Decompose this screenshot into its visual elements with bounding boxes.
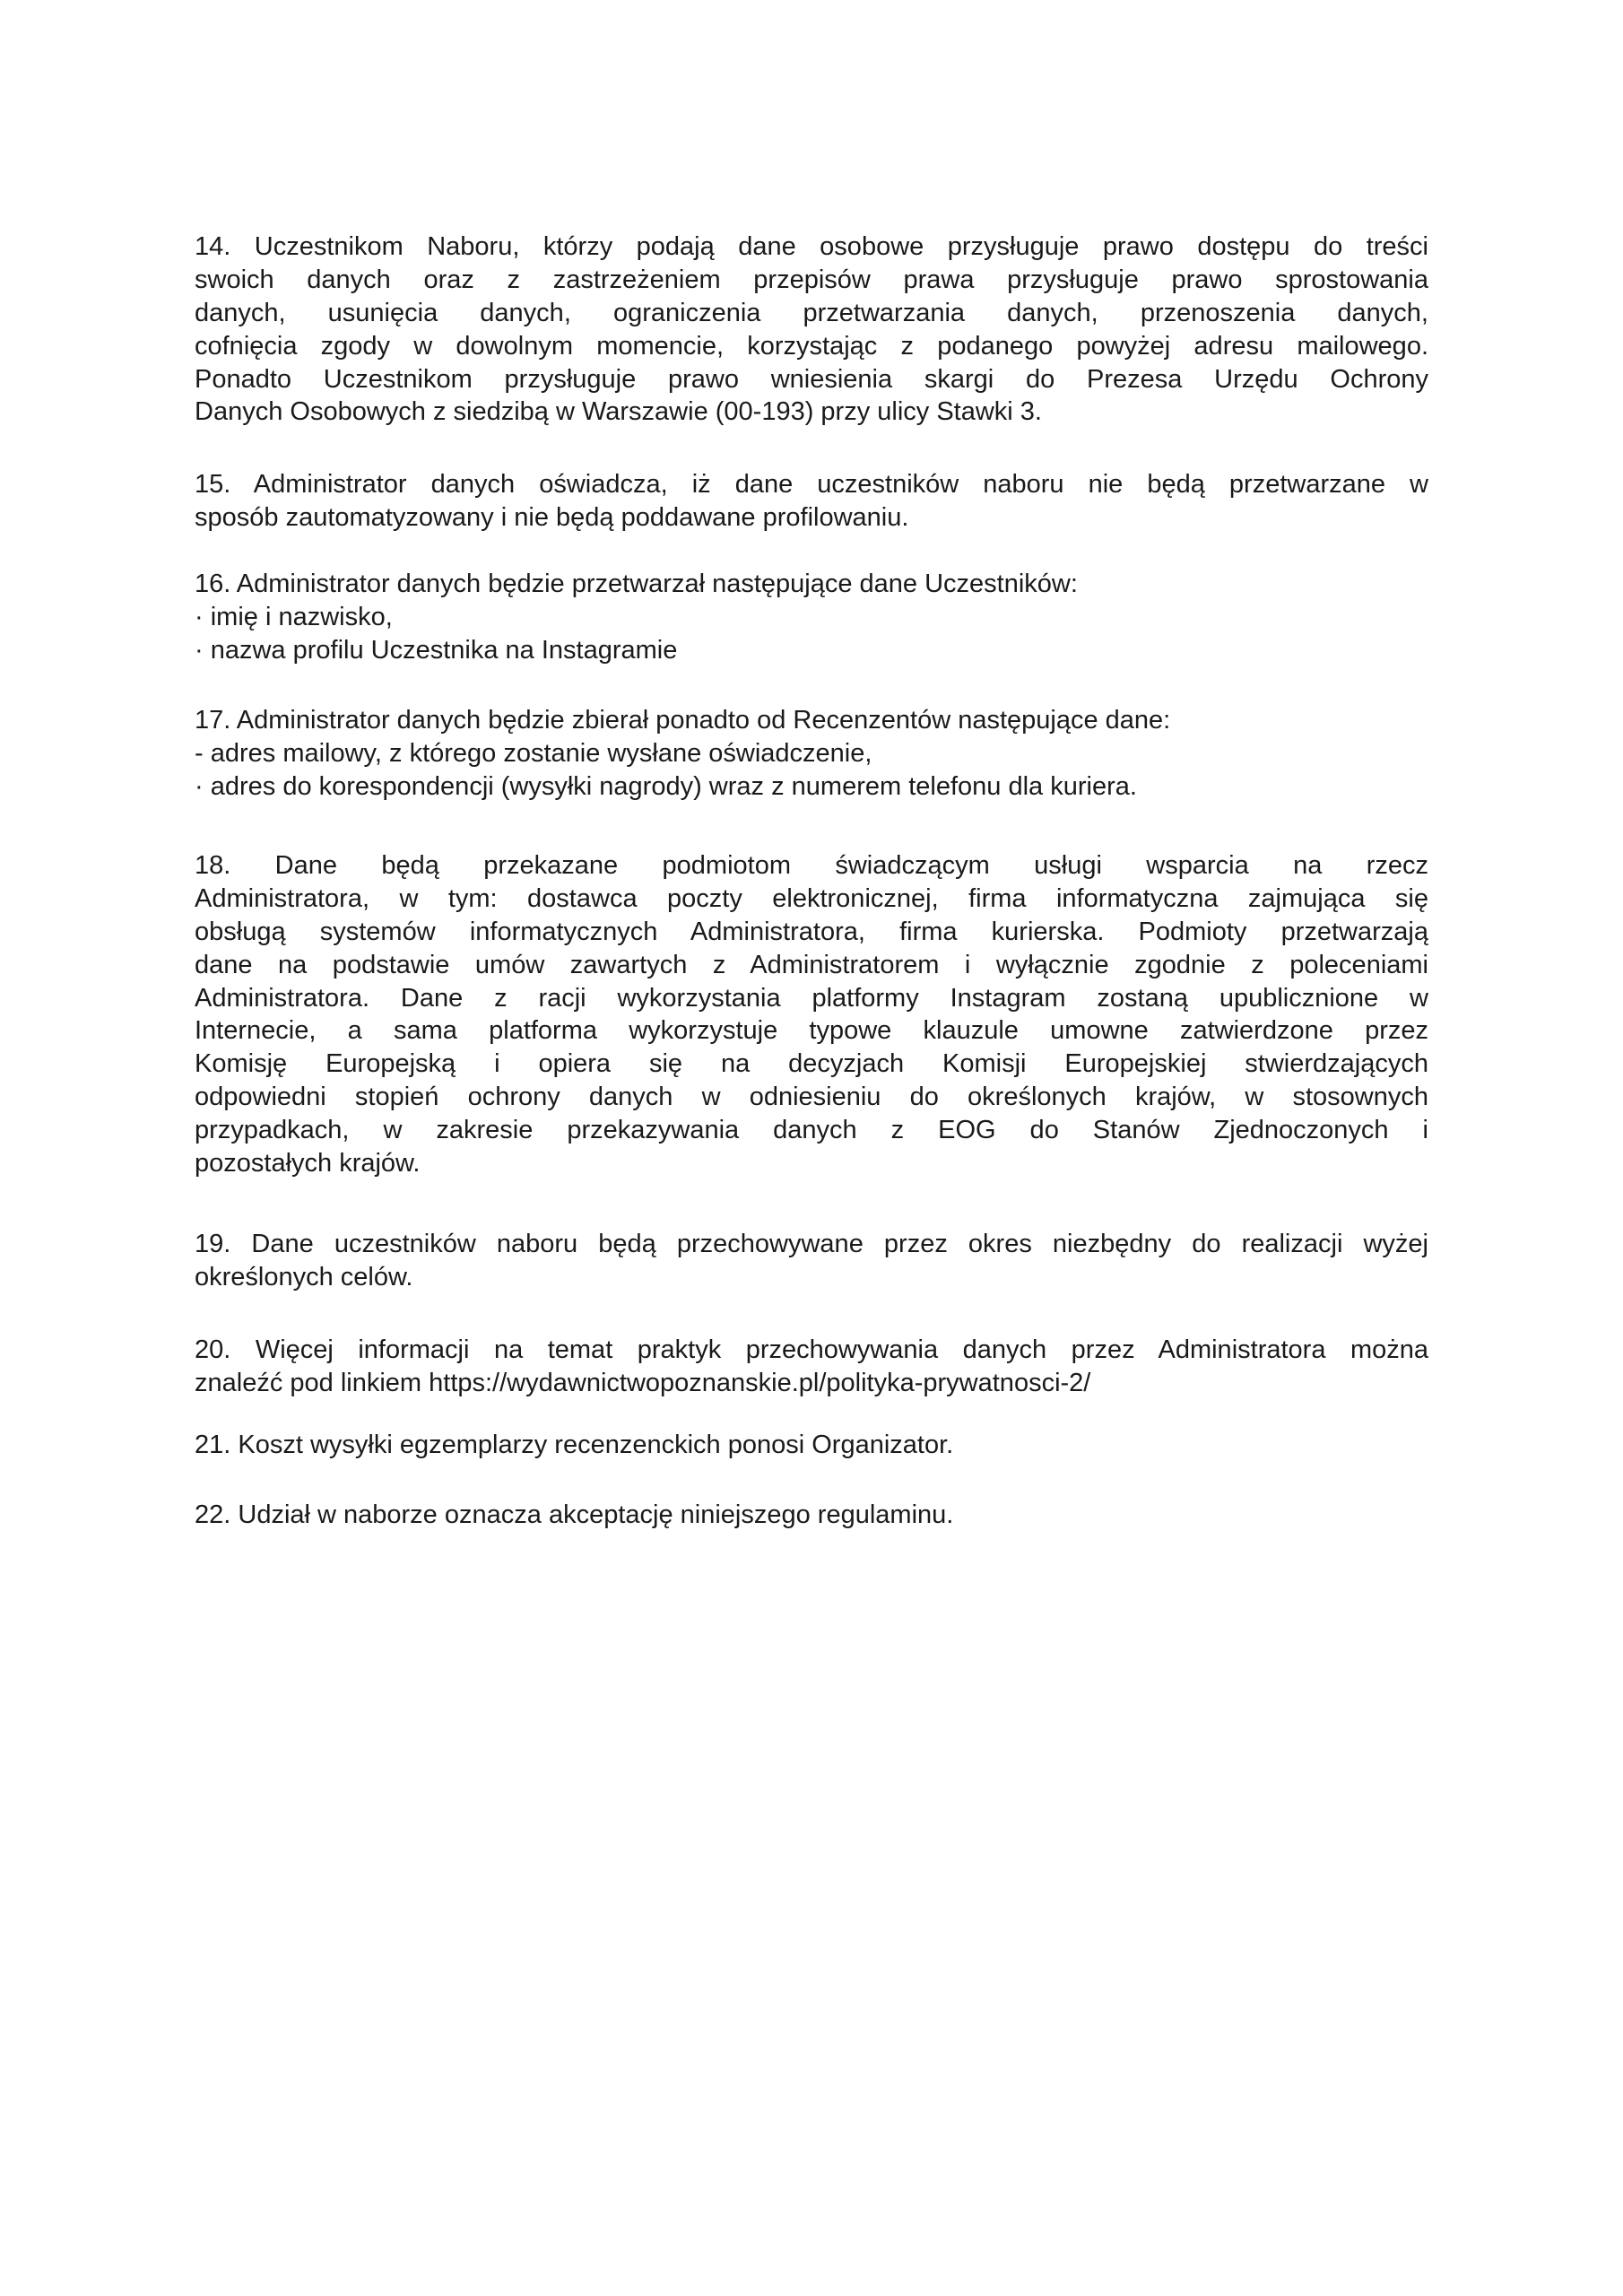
paragraph-line: obsługą systemów informatycznych Administratora, firma kurierska. Podmioty przetwarzają [195, 917, 1428, 946]
paragraph-line: 15. Administrator danych oświadcza, iż dane uczestników naboru nie będą przetwarzane w [195, 470, 1428, 499]
paragraph-line: swoich danych oraz z zastrzeżeniem przepisów prawa przysługuje prawo sprostowania [195, 265, 1428, 294]
paragraph-20 [195, 1334, 1428, 1400]
paragraph-line: 22. Udział w naborze oznacza akceptację niniejszego regulaminu. [195, 1500, 954, 1529]
paragraph-line: określonych celów. [195, 1262, 413, 1292]
list-item: · adres do korespondencji (wysyłki nagrody) wraz z numerem telefonu dla kuriera. [195, 771, 1137, 801]
paragraph-line: przypadkach, w zakresie przekazywania danych z EOG do Stanów Zjednoczonych i [195, 1116, 1428, 1145]
paragraph-line: danych, usunięcia danych, ograniczenia przetwarzania danych, przenoszenia danych, [195, 298, 1428, 327]
paragraph-line: 21. Koszt wysyłki egzemplarzy recenzenckich ponosi Organizator. [195, 1431, 954, 1459]
paragraph-19 [195, 1228, 1428, 1294]
paragraph-line: Danych Osobowych z siedzibą w Warszawie (00-193) przy ulicy Stawki 3. [195, 397, 1042, 427]
paragraph-line: sposób zautomatyzowany i nie będą poddawane profilowaniu. [195, 502, 909, 532]
privacy-policy-link-line[interactable]: znaleźć pod linkiem https://wydawnictwopoznanskie.pl/polityka-prywatnosci-2/ [195, 1368, 1091, 1397]
paragraph-line: 17. Administrator danych będzie zbierał ponadto od Recenzentów następujące dane: [195, 706, 1171, 735]
paragraph-21 [195, 1429, 1428, 1462]
paragraph-18 [195, 849, 1428, 1180]
paragraph-17 [195, 704, 1428, 804]
paragraph-line: 14. Uczestnikom Naboru, którzy podają dane osobowe przysługuje prawo dostępu do treści [195, 232, 1428, 261]
paragraph-line: odpowiedni stopień ochrony danych w odniesieniu do określonych krajów, w stosownych [195, 1083, 1428, 1112]
paragraph-22 [195, 1499, 1428, 1532]
paragraph-line: Ponadto Uczestnikom przysługuje prawo wniesienia skargi do Prezesa Urzędu Ochrony [195, 364, 1428, 394]
paragraph-16 [195, 568, 1428, 667]
paragraph-line: 20. Więcej informacji na temat praktyk przechowywania danych przez Administratora można [195, 1335, 1428, 1364]
paragraph-line: 18. Dane będą przekazane podmiotom świadczącym usługi wsparcia na rzecz [195, 851, 1428, 880]
paragraph-line: Komisję Europejską i opiera się na decyzjach Komisji Europejskiej stwierdzających [195, 1049, 1428, 1079]
list-item: · imię i nazwisko, [195, 602, 393, 631]
paragraph-line: Internecie, a sama platforma wykorzystuje typowe klauzule umowne zatwierdzone przez [195, 1016, 1428, 1046]
paragraph-line: 16. Administrator danych będzie przetwarzał następujące dane Uczestników: [195, 570, 1078, 598]
paragraph-line: 19. Dane uczestników naboru będą przechowywane przez okres niezbędny do realizacji wyżej [195, 1230, 1428, 1258]
paragraph-line: cofnięcia zgody w dowolnym momencie, korzystając z podanego powyżej adresu mailowego. [195, 331, 1428, 361]
paragraph-14 [195, 230, 1428, 429]
list-item: - adres mailowy, z którego zostanie wysłane oświadczenie, [195, 738, 872, 768]
paragraph-line: Administratora. Dane z racji wykorzystania platformy Instagram zostaną upublicznione w [195, 983, 1428, 1013]
paragraph-line: pozostałych krajów. [195, 1149, 421, 1178]
paragraph-line: dane na podstawie umów zawartych z Administratorem i wyłącznie zgodnie z poleceniami [195, 950, 1428, 979]
list-item: · nazwa profilu Uczestnika na Instagramie [195, 635, 678, 665]
paragraph-15 [195, 468, 1428, 535]
paragraph-line: Administratora, w tym: dostawca poczty elektronicznej, firma informatyczna zajmująca się [195, 883, 1428, 913]
